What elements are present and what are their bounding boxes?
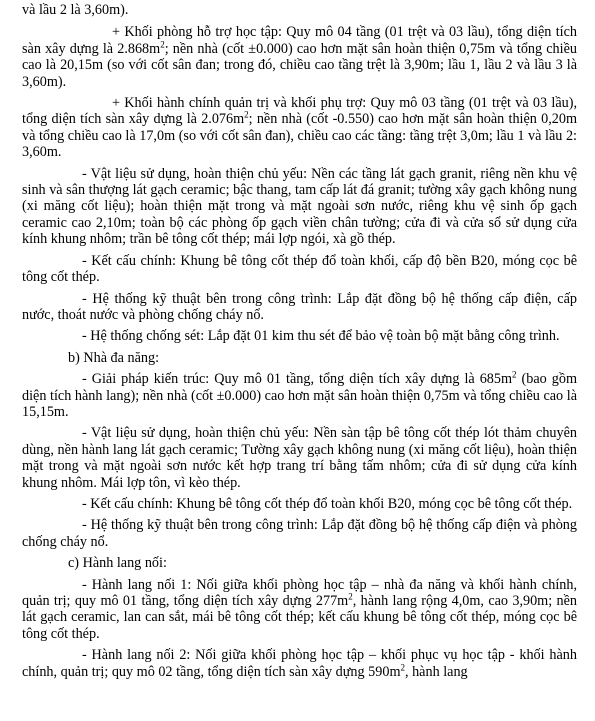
text-paragraph: + Khối phòng hỗ trợ học tập: Quy mô 04 tầng (01 trệt và 03 lầu), tổng diện tích sàn xây dựng là $2.868m^2$; nền nhà (cốt ±0.000) cao hơn mặt sân hoàn thiện 0,75m và tổng chiều cao là 20,15m (so với cốt sân đan; trong đó, chiều cao tầng trệt là 3,90m; lầu 1, lầu 2 và lầu 3 là 3,60m). [22,24,577,90]
text-paragraph: + Khối hành chính quản trị và khối phụ trợ: Quy mô 03 tầng (01 trệt và 03 lầu), tổng diện tích sàn xây dựng là $2.076m^2$; nền nhà (cốt -0.550) cao hơn mặt sân hoàn thiện 0,20m và tổng chiều cao là 17,0m (so với cốt sân đan), chiều cao các tầng: tầng trệt 3,0m; lầu 1 và lầu 2: 3,60m. [22,95,577,161]
text-paragraph: - Hệ thống kỹ thuật bên trong công trình: Lắp đặt đồng bộ hệ thống cấp điện và phòng chống cháy nổ. [22,517,577,550]
text-paragraph: - Vật liệu sử dụng, hoàn thiện chủ yếu: Nền sàn tập bê tông cốt thép lót thảm chuyên dùng, nền hành lang lát gạch ceramic; Tường xây gạch không nung (xi măng cốt liệu), hoàn thiện mặt trong và mặt ngoài sơn nước kết hợp trang trí bằng tấm nhôm; cửa đi sử dụng cửa kính khung nhôm. Mái lợp tôn, vì kèo thép. [22,425,577,491]
text-paragraph: - Vật liệu sử dụng, hoàn thiện chủ yếu: Nền các tầng lát gạch granit, riêng nền khu vệ sinh và sân thượng lát gạch ceramic; bậc thang, tam cấp lát đá granit; tường xây gạch không nung (xi măng cốt liệu); hoàn thiện mặt trong và mặt ngoài sơn nước, riêng khu vệ sinh ốp gạch ceramic cao 2,10m; toàn bộ các phòng ốp gạch viền chân tường; cửa đi và cửa sổ sử dụng cửa kính khung nhôm; trần bê tông cốt thép; mái lợp ngói, xà gồ thép. [22,165,577,248]
text-paragraph: và lầu 2 là 3,60m). [22,2,129,18]
text-paragraph: - Giải pháp kiến trúc: Quy mô 01 tầng, tổng diện tích xây dựng là $685m^2$ (bao gồm diện tích hành lang); nền nhà (cốt ±0.000) cao hơn mặt sân hoàn thiện 0,75m và tổng chiều cao là 15,15m. [22,369,578,420]
section-heading: b) Nhà đa năng: [68,349,160,366]
text-paragraph: - Hành lang nối 2: Nối giữa khối phòng học tập – khối phục vụ học tập - khối hành chính, quản trị; quy mô 02 tầng, tổng diện tích sàn xây dựng $590m^2$, hành lang [22,647,577,680]
text-paragraph: - Hệ thống kỹ thuật bên trong công trình: Lắp đặt đồng bộ hệ thống cấp điện, cấp nước, thoát nước và phòng chống cháy nổ. [22,290,577,323]
text-paragraph: - Hành lang nối 1: Nối giữa khối phòng học tập – nhà đa năng và khối hành chính, quản trị; quy mô 01 tầng, tổng diện tích xây dựng $277m^2$, hành lang rộng 4,0m, cao 3,90m; nền lát gạch ceramic, lan can sắt, mái bê tông cốt thép; kết cấu khung bê tông cốt thép, móng cọc bê tông cốt thép. [22,576,577,642]
text-paragraph: - Hệ thống chống sét: Lắp đặt 01 kim thu sét để bảo vệ toàn bộ mặt bằng công trình. [82,328,560,345]
text-paragraph: - Kết cấu chính: Khung bê tông cốt thép đổ toàn khối, cấp độ bền B20, móng cọc bê tông cốt thép. [22,252,577,286]
text-paragraph: - Kết cấu chính: Khung bê tông cốt thép đổ toàn khối B20, móng cọc bê tông cốt thép. [82,495,573,512]
section-heading: c) Hành lang nối: [68,555,167,572]
